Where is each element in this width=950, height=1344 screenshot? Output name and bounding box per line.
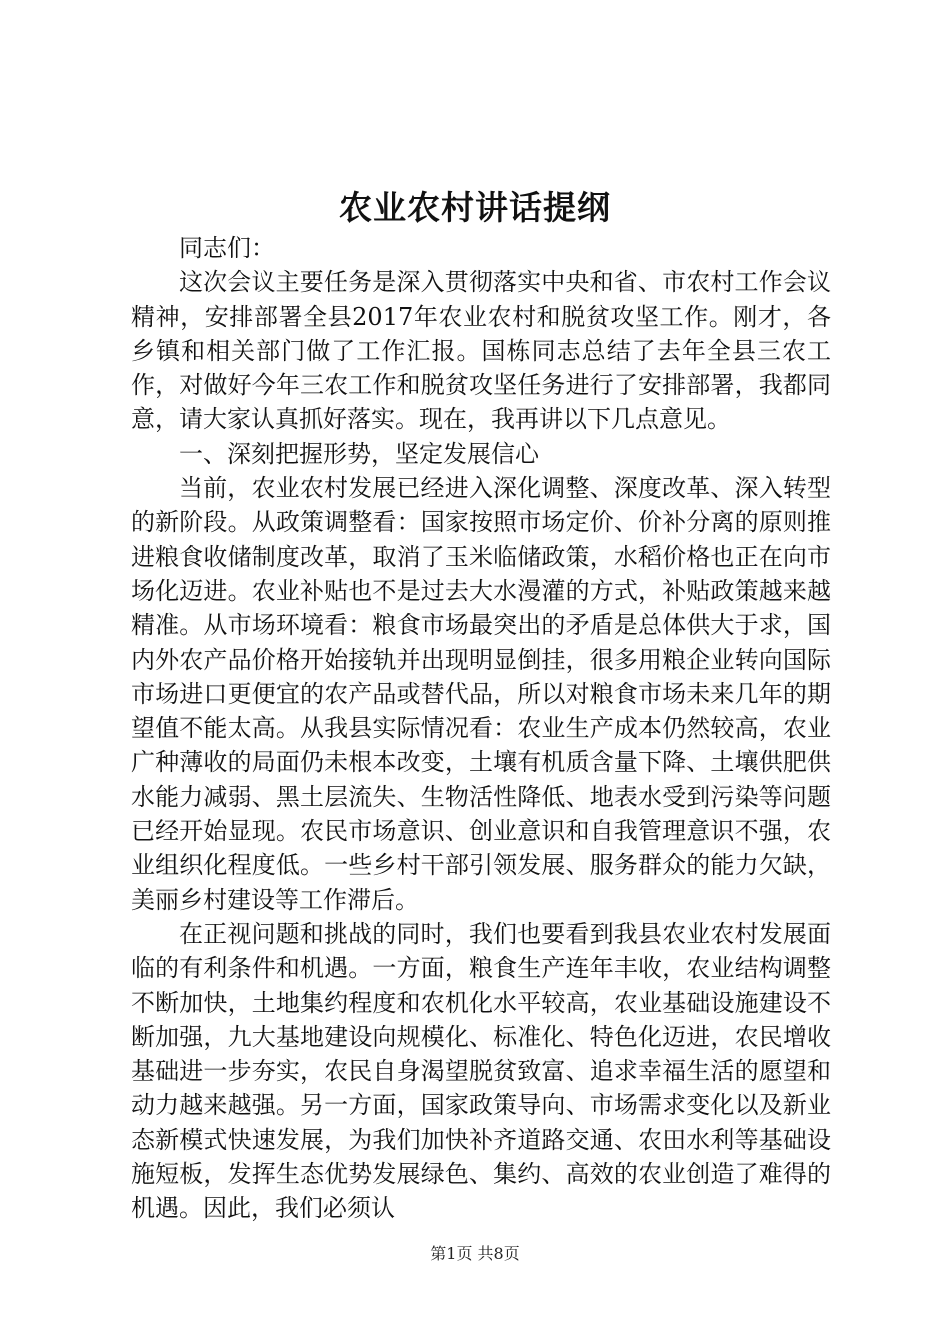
body-paragraph: 在正视问题和挑战的同时，我们也要看到我县农业农村发展面临的有利条件和机遇。一方面，粮食生产连年丰收，农业结构调整不断加快，土地集约程度和农机化水平较高，农业基础设施建设不断加强，九大基地建设向规模化、标准化、特色化迈进，农民增收基础进一步夯实，农民自身渴望脱贫致富、追求幸福生活的愿望和动力越来越强。另一方面，国家政策导向、市场需求变化以及新业态新模式快速发展，为我们加快补齐道路交通、农田水利等基础设施短板，发挥生态优势发展绿色、集约、高效的农业创造了难得的机遇。因此，我们必须认: [131, 919, 831, 1223]
section-heading: 一、深刻把握形势，坚定发展信心: [179, 439, 539, 468]
body-paragraph: 当前，农业农村发展已经进入深化调整、深度改革、深入转型的新阶段。从政策调整看：国家按照市场定价、价补分离的原则推进粮食收储制度改革，取消了玉米临储政策，水稻价格也正在向市场化迈进。农业补贴也不是过去大水漫灌的方式，补贴政策越来越精准。从市场环境看：粮食市场最突出的矛盾是总体供大于求，国内外农产品价格开始接轨并出现明显倒挂，很多用粮企业转向国际市场进口更便宜的农产品或替代品，所以对粮食市场未来几年的期望值不能太高。从我县实际情况看：农业生产成本仍然较高，农业广种薄收的局面仍未根本改变，土壤有机质含量下降、土壤供肥供水能力减弱、黑土层流失、生物活性降低、地表水受到污染等问题已经开始显现。农民市场意识、创业意识和自我管理意识不强，农业组织化程度低。一些乡村干部引领发展、服务群众的能力欠缺，美丽乡村建设等工作滞后。: [131, 474, 831, 914]
salutation-paragraph: 同志们：: [179, 234, 275, 262]
document-body: [131, 231, 831, 1226]
body-paragraph: 这次会议主要任务是深入贯彻落实中央和省、市农村工作会议精神，安排部署全县2017年农业农村和脱贫攻坚工作。刚才，各乡镇和相关部门做了工作汇报。国栋同志总结了去年全县三农工作，对做好今年三农工作和脱贫攻坚任务进行了安排部署，我都同意，请大家认真抓好落实。现在，我再讲以下几点意见。: [131, 268, 831, 434]
page-number-footer: 第1页 共8页: [430, 1244, 520, 1263]
document-title: 农业农村讲话提纲: [339, 188, 611, 227]
